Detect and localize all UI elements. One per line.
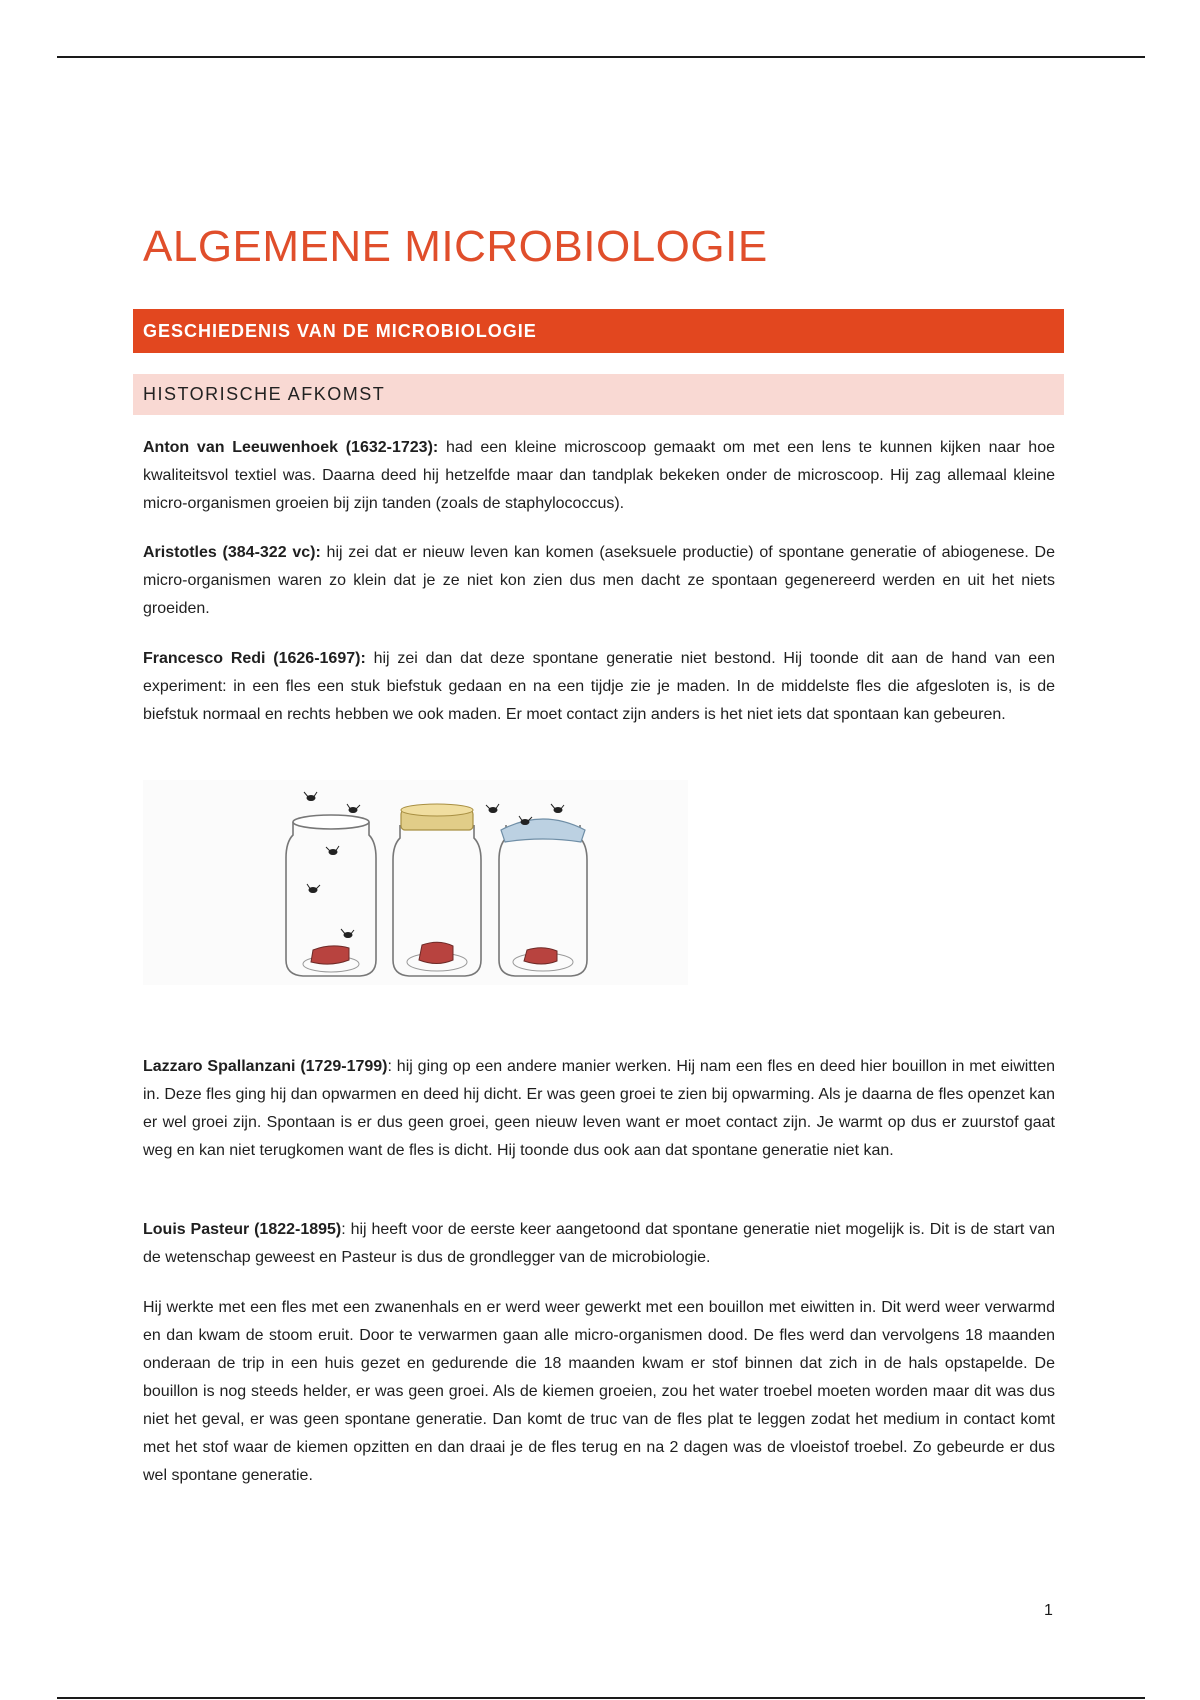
person-name: Lazzaro Spallanzani (1729-1799) — [143, 1058, 388, 1075]
open-jar — [286, 815, 376, 976]
paragraph-text: had een kleine microscoop gemaakt om met een lens te kunnen kijken naar hoe kwaliteitsvol textiel was. Daarna deed hij hetzelfde maar dan tandplak bekeken onder de microscoop. Hij zag allemaal kleine micro-organismen groeien bij zijn tanden (zoals de staphylococcus). — [143, 439, 1055, 512]
section-heading-bar — [133, 309, 1064, 353]
paragraph-redi — [143, 645, 1055, 729]
page-title: ALGEMENE MICROBIOLOGIE — [143, 222, 768, 271]
sealed-jar — [393, 804, 481, 976]
paragraph-text: : hij heeft voor de eerste keer aangetoond dat spontane generatie niet mogelijk is. Dit is de start van de wetenschap geweest en Pasteur is dus de grondlegger van de microbiologie. — [143, 1221, 1056, 1266]
bottom-rule — [57, 1697, 1145, 1699]
paragraph-text: : hij ging op een andere manier werken. Hij nam een fles en deed hier bouillon in met eiwitten in. Deze fles ging hij dan opwarmen en deed hij dicht. Er was geen groei te zien bij opwarming. Als je daarna de fles openzet kan er wel groei zijn. Spontaan is er dus geen groei, geen nieuw leven want er moet contact zijn. Je warmt op dus er zuurstof gaat weg en kan niet terugkomen want de fles is dicht. Hij toonde dus ook aan dat spontane generatie niet kan. — [143, 1058, 1055, 1159]
person-name: Anton van Leeuwenhoek (1632-1723): — [143, 439, 439, 456]
paragraph-leeuwenhoek — [143, 434, 1055, 518]
person-name: Louis Pasteur (1822-1895) — [143, 1221, 342, 1238]
paragraph-text: hij zei dat er nieuw leven kan komen (aseksuele productie) of spontane generatie of abiogenese. De micro-organismen waren zo klein dat je ze niet kon zien dus men dacht ze spontaan gegenereerd werden en uit het niets groeiden. — [143, 544, 1055, 617]
paragraph-text: Hij werkte met een fles met een zwanenhals en er werd weer gewerkt met een bouillon met eiwitten in. Dit werd weer verwarmd en dan kwam de stoom eruit. Door te verwarmen gaan alle micro-organismen dood. De fles werd dan vervolgens 18 maanden onderaan de trip in een huis gezet en gedurende die 18 maanden kwam er stof binnen dat zich in de hals opstapelde. De bouillon is nog steeds helder, er was geen groei. Als de kiemen groeien, zou het water troebel moeten worden maar dit was dus niet het geval, er was geen spontane generatie. Dan komt de truc van de fles plat te leggen zodat het medium in contact komt met het stof waar de kiemen opzitten en dan draai je de fles terug en na 2 dagen was de vloeistof troebel. Zo gebeurde er dus wel spontane generatie. — [143, 1299, 1055, 1484]
person-name: Aristotles (384-322 vc): — [143, 544, 321, 561]
paragraph-pasteur — [143, 1216, 1055, 1272]
paragraph-spallanzani — [143, 1053, 1055, 1165]
page-number: 1 — [1044, 1602, 1053, 1619]
paragraph-text: hij zei dan dat deze spontane generatie niet bestond. Hij toonde dit aan de hand van een experiment: in een fles een stuk biefstuk gedaan en na een tijdje zie je maden. In de middelste fles die afgesloten is, is de biefstuk normaal en rechts hebben we ook maden. Er moet contact zijn anders is het niet iets dat spontaan kan gebeuren. — [143, 650, 1055, 723]
top-rule — [57, 56, 1145, 58]
gauze-covered-jar — [499, 819, 587, 976]
redi-experiment-illustration — [143, 780, 688, 985]
section-heading: GESCHIEDENIS VAN DE MICROBIOLOGIE — [143, 321, 537, 341]
subsection-heading-bar — [133, 374, 1064, 415]
paragraph-pasteur-experiment — [143, 1294, 1055, 1490]
paragraph-aristotles — [143, 539, 1055, 623]
jars-illustration — [143, 780, 688, 985]
subsection-heading: HISTORISCHE AFKOMST — [143, 384, 386, 404]
person-name: Francesco Redi (1626-1697): — [143, 650, 366, 667]
